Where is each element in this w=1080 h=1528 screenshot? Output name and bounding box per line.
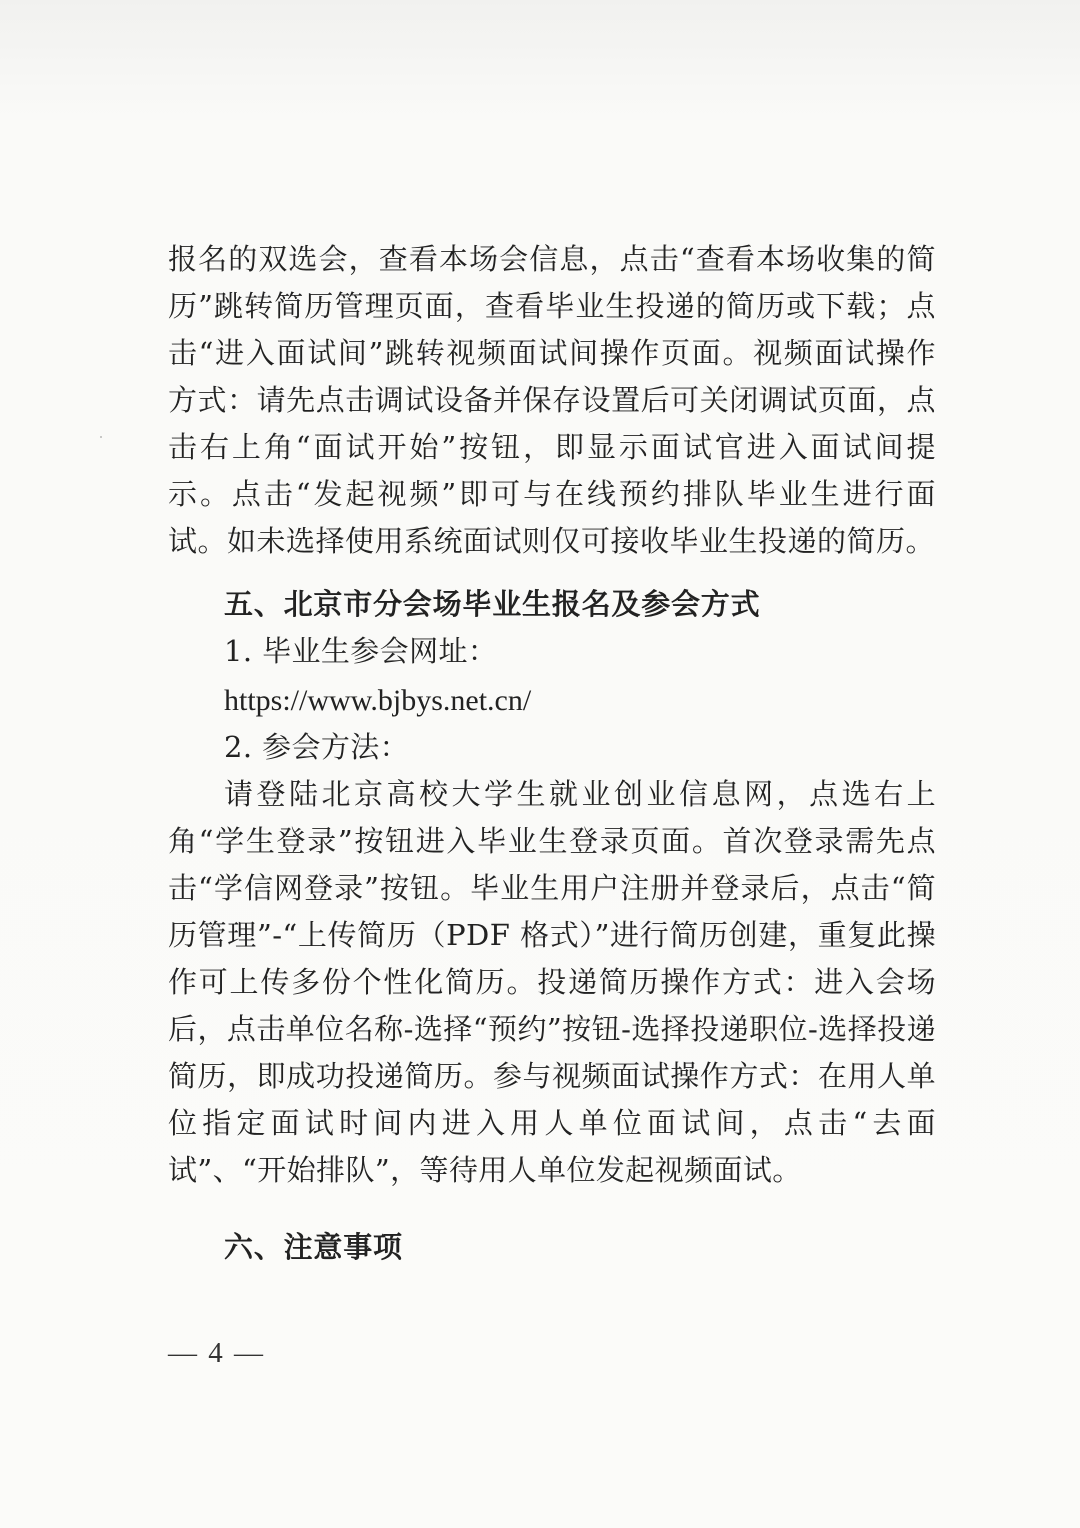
item-two-label: 2. 参会方法：	[224, 730, 410, 764]
method-paragraph: 请登陆北京高校大学生就业创业信息网，点选右上角“学生登录”按钮进入毕业生登录页面。首次登录需先点击“学信网登录”按钮。毕业生用户注册并登录后，点击“简历管理”-“上传简历（PDF 格式）”进行简历创建，重复此操作可上传多份个性化简历。投递简历操作方式：进入会场后，点击单位名称-选择“预约”按钮-选择投递职位-选择投递简历，即成功投递简历。参与视频面试操作方式：在用人单位指定面试时间内进入用人单位面试间，点击“去面试”、“开始排队”，等待用人单位发起视频面试。	[168, 777, 936, 1187]
participation-url: https://www.bjbys.net.cn/	[224, 684, 532, 717]
section-six-heading: 六、注意事项	[224, 1230, 403, 1264]
scan-speck	[100, 436, 102, 438]
page-number: — 4 —	[168, 1337, 265, 1369]
section-five-heading: 五、北京市分会场毕业生报名及参会方式	[224, 587, 761, 621]
item-one-label: 1. 毕业生参会网址：	[224, 634, 498, 668]
continued-paragraph: 报名的双选会，查看本场会信息，点击“查看本场收集的简历”跳转简历管理页面，查看毕业生投递的简历或下载；点击“进入面试间”跳转视频面试间操作页面。视频面试操作方式：请先点击调试设备并保存设置后可关闭调试页面，点击右上角“面试开始”按钮，即显示面试官进入面试间提示。点击“发起视频”即可与在线预约排队毕业生进行面试。如未选择使用系统面试则仅可接收毕业生投递的简历。	[168, 242, 936, 558]
page-content	[168, 236, 936, 1271]
